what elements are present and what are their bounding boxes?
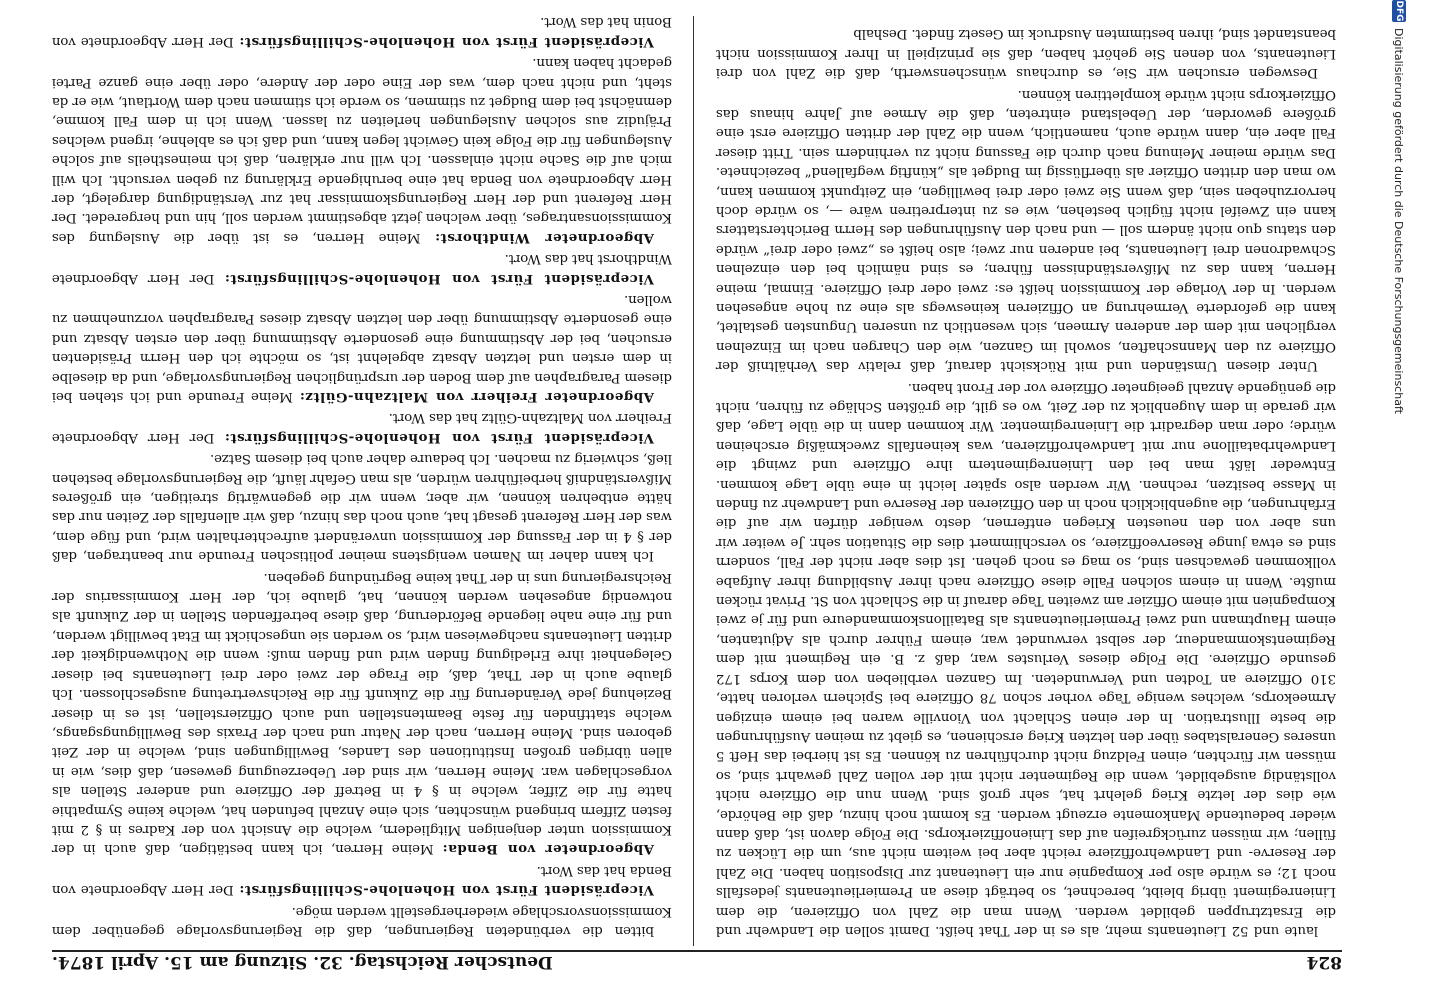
speaker-name: Vicepräsident Fürst von Hohenlohe-Schillingsfürst: <box>238 33 654 50</box>
left-column <box>716 26 1336 940</box>
page-title: Deutscher Reichstag. 32. Sitzung am 15. April 1874. <box>52 952 553 972</box>
paragraph-text: Meine Herren, ich kann bestätigen, daß auch in der Kommission unter denjenigen Mitgliedern, welche die Ansicht von der Kadres in § 2 mit festen Ziffern bringend wünschten, sich eine Anzahl befunden hat, welche keine Sympathie hatte für die Ziffer, welche in § 4 in Betreff der Offiziere und anderer Stellen als vorgeschlagen war. Meine Herren, wir sind der Ueberzeugung gewesen, daß dies, wie in allen übrigen großen Institutionen des Landes, Bewilligungen sind, welche in der Zeit geboren sind. Meine Herren, nach der Natur und nach der Praxis des Bewilligungsgangs, welche stattfinden für feste Beamtenstellen und auch Offizierstellen, ist es in dieser Beziehung jede Veränderung für die Zukunft für die Reichsvertretung ausgeschlossen. Ich glaube auch in der That, daß, die Frage der zwei oder drei Lieutenants bei dieser Gelegenheit ihre Erledigung finden wird und finden muß: wenn die Nothwendigkeit der dritten Lieutenants nachgewiesen wird, so werden sie ungeschickt im Etat bewilligt werden, und für eine nahe liegende Beförderung, daß diese betreffenden Stellen in der Zukunft als notwendig angesehen werden können, hat, glaube ich, der Herr Kommissarius der Reichsregierung uns in der That keine Begründung gegeben. <box>51 569 672 857</box>
text-paragraph <box>52 449 672 565</box>
digitization-footer <box>1388 0 1410 1000</box>
speech-paragraph <box>52 249 672 288</box>
speaker-name: Abgeordneter Windthorst: <box>434 229 654 246</box>
footer-text: Digitalisierung gefördert durch die Deutsche Forschungsgemeinschaft <box>1392 28 1406 414</box>
paragraph-text: Unter diesen Umständen und mit Rücksicht darauf, daß relativ das Verhältniß der Offiziere zu den Mannschaften, sowohl im Ganzen, wie den Chargen nach im Einzelnen verglichen mit dem der anderen Armeen, sich wesentlich zu unseren Ungunsten gestaltet, kann die geforderte Vermehrung an Offizieren keineswegs als eine zu hohe angesehen werden. In der Vorlage der Kommission heißt es: zwei oder drei Offiziere. Einmal, meine Herren, kann das zu Mißverständnissen führen; es sind nämlich bei den einzelnen Schwadronen drei Lieutenants, bei anderen nur zwei; also heißt es „zwei oder drei“ würde den status quo nicht ändern soll — und nach den Ausführungen des Herrn Berichterstatters kann ein Zweifel nicht füglich bestehen, wie es zu interpretiren wäre —, so würde doch hervorzuheben sein, daß wenn Sie zwei oder drei bewilligen, ein Zeitpunkt kommen kann, wo man den dritten Offizier als überflüssig im Budget als „künftig wegfallend“ bezeichnete. Das würde meiner Meinung nach durch die Fassung nicht zu verhindern sein. Tritt dieser Fall aber ein, dann würde auch, namentlich, wenn die Zahl der dritten Offiziere erst eine größere geworden, der Uebelstand eintreten, daß die Armee auf Jahre hinaus das Offizierkorps nicht würde komplettiren können. <box>716 86 1336 374</box>
speaker-name: Vicepräsident Fürst von Hohenlohe-Schillingsfürst: <box>224 270 654 287</box>
paragraph-text: Meine Freunde und ich stehen bei diesem Paragraphen auf dem Boden der ursprünglichen Regierungsvorlage, und da dieselbe in dem ersten und letzten Absatz abgelehnt ist, so möchte ich den Herrn Präsidenten ersuchen, bei der Abstimmung eine gesonderte Abstimmung über den ersten Absatz und eine gesonderte Abstimmung über den letzten Absatz dieses Paragraphen vorzunehmen zu wollen. <box>52 292 672 405</box>
page-number: 824 <box>1306 952 1342 972</box>
paragraph-text: Der Herr Abgeordnete Windthorst hat das Wort. <box>51 251 672 286</box>
speaker-name: Vicepräsident Fürst von Hohenlohe-Schillingsfürst: <box>224 429 654 446</box>
text-paragraph <box>52 901 672 940</box>
text-paragraph <box>716 84 1336 375</box>
speech-paragraph <box>52 53 672 247</box>
text-paragraph <box>716 377 1336 940</box>
speaker-name: Abgeordneter von Benda: <box>442 841 654 858</box>
right-column <box>51 14 672 940</box>
paragraph-text: Der Herr Abgeordnete Freiherr von Maltzahn-Gültz hat das Wort. <box>51 410 672 445</box>
text-paragraph <box>716 24 1336 82</box>
column-divider <box>693 16 694 946</box>
speech-paragraph <box>52 12 672 51</box>
speaker-name: Vicepräsident Fürst von Hohenlohe-Schillingsfürst: <box>238 882 654 899</box>
speech-paragraph <box>52 408 672 447</box>
paragraph-text: Der Herr Abgeordnete von Benda hat das Wort. <box>52 862 672 898</box>
paragraph-text: Der Herr Abgeordnete von Bonin hat das Wort. <box>52 14 672 49</box>
speech-paragraph <box>52 860 672 899</box>
paragraph-text: Ich kann daher im Namen wenigstens meiner politischen Freunde nur beantragen, daß der § 4 in der Fassung der Kommission unverändert aufrechterhalten wird, und füge dem, was der Herr Referent gesagt hat, auch noch das hinzu, daß wir allenfalls der Zeiten nur das hätte entbehren können, wir aber, wenn wir die gegenwärtig streitigen, ein größeres Mißverständniß herbeiführen würden, als man Gefahr läuft, die Regierungsvorlage bestehen ließ, schwierig zu machen. Ich bedaure daher auch bei diesem Satze. <box>52 451 672 564</box>
speech-paragraph <box>52 290 672 406</box>
paragraph-text: Deswegen ersuchen wir Sie, es durchaus wünschenswerth, daß die Zahl von drei Lieutenants, von denen Sie gehört haben, daß sie prinzipiell in Ihrer Kommission nicht beanstandet sind, ihren bestimmten Ausdruck im Gesetz findet. Deshalb <box>716 26 1336 81</box>
speech-paragraph <box>52 567 672 858</box>
page-header <box>52 950 1342 992</box>
paragraph-text: Meine Herren, es ist über die Auslegung des Kommissionsantrages, über welchen jetzt abgestimmt werden soll, hin und hergeredet. Der Herr Referent und der Herr Regierungskommissar hat zur Verständigung dargelegt, der Herr Abgeordnete von Benda hat eine beruhigende Erklärung zu geben versucht. Ich will mich auf die Sache nicht einlassen. Ich will nur erklären, daß ich meinestheils auf solche Auslegungen für die Folge kein Gewicht legen kann, und daß ich es ablehne, irgend welches Präjudiz aus solchen Auslegungen herleiten zu lassen. Wenn ich in dem Fall komme, demnächst bei dem Budget zu stimmen, so werde ich stimmen nach dem Wortlaut, wie er da steht, und nicht nach dem, was der Eine oder der Andere, oder über eine ganze Partei gedacht haben kann. <box>52 55 672 245</box>
dfg-logo-icon: DFG <box>1394 0 1404 22</box>
speaker-name: Abgeordneter Freiherr von Maltzahn-Gültz: <box>299 389 654 406</box>
paragraph-text: laute und 52 Lieutenants mehr, als es in der That heißt. Damit sollen die Landwehr und die Ersatztruppen gebildet werden. Wenn man die Zahl von Offizieren, die dem Linienregiment übrig bleibt, berechnet, so beträgt diese an Premierlieutenants jedesfalls noch 12; es würde also per Kompagnie nur ein Lieutenant zur Disposition haben. Die Zahl der Reserve- und Landwehroffiziere reicht aber bei weitem nicht aus, um die Lücken zu füllen; wir müssen zurückgreifen auf das Linienoffizierkorps. Die Folge davon ist, daß dann wieder bedeutende Mankomente erzeugt werden. Es kommt noch hinzu, daß die Behörde, wie dies der letzte Krieg gelehrt hat, sehr groß sind. Wenn nun die Offiziere nicht vollständig ausgebildet, wenn die Regimenter nicht mit der vollen Zahl gewahrt sind, so müssen wir fürchten, einen Feldzug nicht durchführen zu können. Es ist hierbei das Heft 5 unseres Generalstabes über den letzten Krieg erschienen, es giebt zu meinen Ausführungen die beste Illustration. In der einen Schlacht von Vionville waren bei einem einzigen Armeekorps, welches wenige Tage vorher schon 78 Offiziere bei Spichern verloren hatte, 310 Offiziere an Todten und Verwundeten. Im Ganzen verblieben von dem Korps 172 gesunde Offiziere. Die Folge dieses Verlustes war, daß z. B. ein Regiment mit dem Regimentskommandeur, der selbst verwundet war, einem Führer durch als Adjutanten, einem Hauptmann und zwei Premierlieutenants als Bataillonskommandeure und für je zwei Kompagnien mit einem Offizier am zweiten Tage darauf in die Schlacht von St. Privat rücken mußte. Wenn in einem solchen Falle diese Offiziere nach ihrer Ausbildung ihrer Aufgabe vollkommen gewachsen sind, so mag es noch gehen. Ist dies aber nicht der Fall, sondern sind es etwa junge Reserveoffiziere, so verschlimmert dies die Situation sehr. Je weiter wir uns aber von den neuesten Kriegen entfernen, desto weniger dürfen wir auf die Erfahrungen, die augenblicklich noch in den Offizieren der Reserve und Landwehr zu finden in Masse besitzen, rechnen. Wir werden also später leicht in eine üble Lage kommen. Entweder läßt man bei den Linienregimentern ihre Offiziere und zwingt die Landwehrbataillone nur mit Landwehroffizieren, was keinenfalls zweckmäßig erscheinen würde; oder man degradirt die Linienregimenter. Wir kommen dann in die üble Lage, daß wir gerade in dem Augenblick zu der Zeit, wo es gilt, die größten Schläge zu führen, nicht die genügende Anzahl geeigneter Offiziere vor der Front haben. <box>716 379 1336 938</box>
paragraph-text: bitten die verbündeten Regierungen, daß die Regierungsvorlage gegenüber dem Kommissionsvorschlage wiederhergestellt werden möge. <box>52 903 672 938</box>
